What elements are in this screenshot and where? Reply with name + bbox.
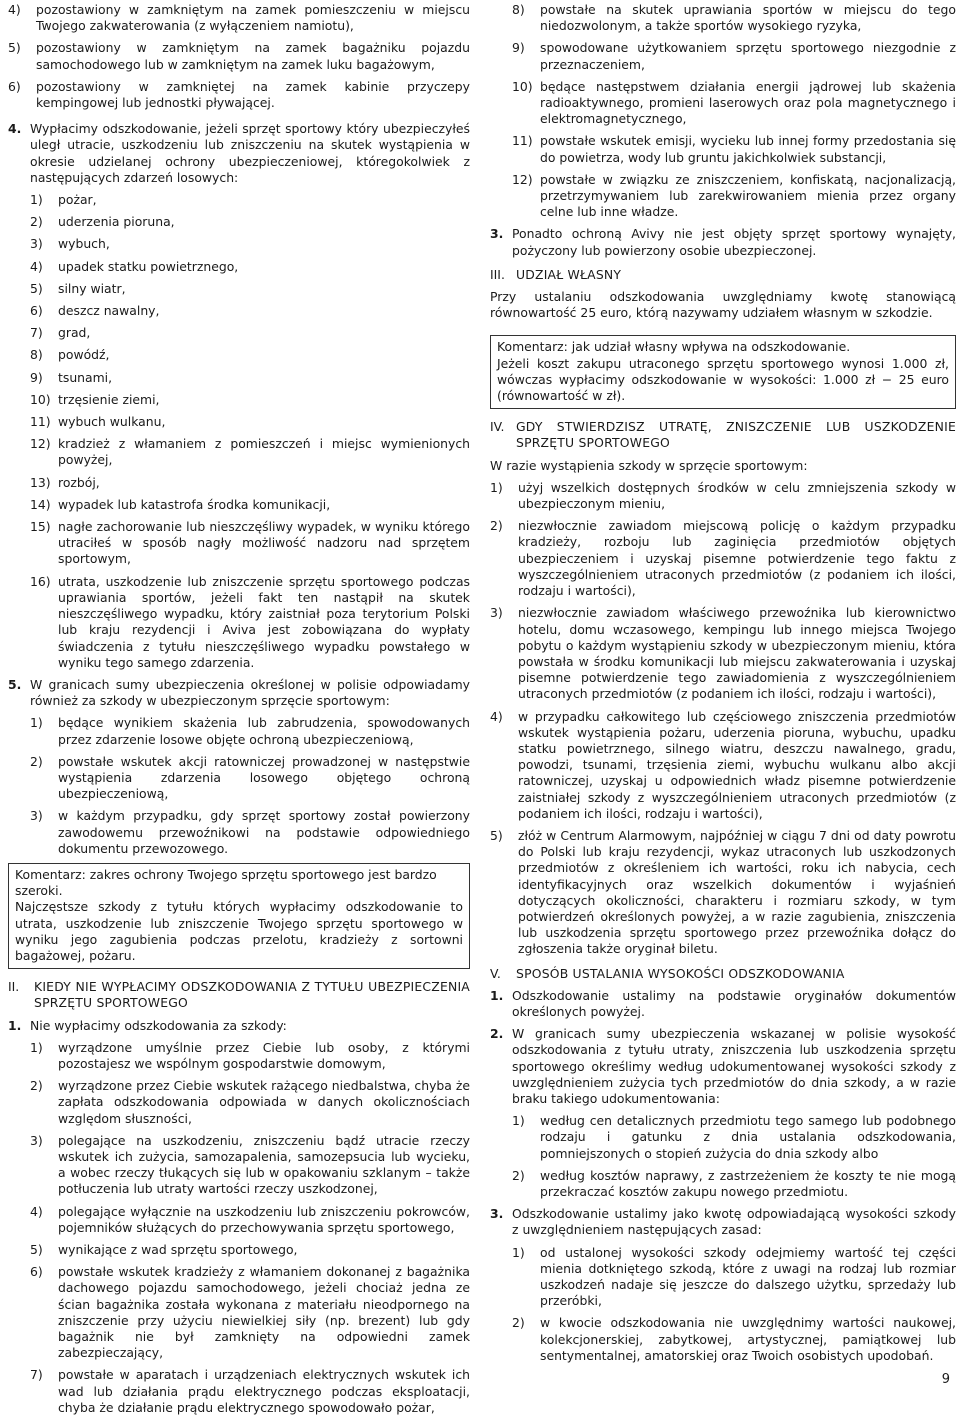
list-item-text: spowodowane użytkowaniem sprzętu sportowego niezgodnie z przeznaczeniem, [540,40,956,72]
list-item [30,475,470,491]
list-item [30,1133,470,1198]
list-item [30,715,470,747]
clause-5 [8,677,470,709]
list-item [30,1242,470,1258]
section-number: II. [8,979,20,995]
list-item-number: 5) [30,1242,43,1257]
list-item-text: rozbój, [58,474,100,490]
list-item-text: powstałe wskutek emisji, wycieku lub innej formy przedostania się do powietrza, wody lub gruntu jakichkolwiek substancji, [540,133,956,165]
comment-title: Komentarz: zakres ochrony Twojego sprzętu sportowego jest bardzo szeroki. [15,866,437,899]
list-item [30,1078,470,1127]
list-item-number: 12) [512,171,533,187]
list-item-text: pozostawiony w zamkniętym na zamek pomieszczeniu w miejscu Twojego zakwaterowania (z wyłączeniem namiotu), [36,2,470,34]
list-item-text: wynikające z wad sprzętu sportowego, [58,1242,298,1257]
list-item [30,259,470,275]
clause-v-3 [490,1206,956,1238]
list-item-number: 2) [512,1167,525,1183]
list-item-number: 2) [30,1078,43,1094]
list-item [512,1315,956,1364]
page-number: 9 [941,1371,950,1387]
list-item [490,518,956,599]
section-title: GDY STWIERDZISZ UTRATĘ, ZNISZCZENIE LUB USZKODZENIE SPRZĘTU SPORTOWEGO [516,419,956,451]
list-item [30,236,470,252]
list-item [30,1367,470,1416]
list-item-text: będące następstwem działania energii jądrowej lub skażenia radioaktywnego, promieni laserowych oraz pola magnetycznego i elektromagnetycznego, [540,78,956,127]
list-item-text: wybuch, [58,236,110,252]
section-title: UDZIAŁ WŁASNY [516,266,622,282]
list-item [30,392,470,408]
list-item-text: wybuch wulkanu, [58,414,166,430]
list-item-number: 8) [30,347,43,363]
list-item-text: złóż w Centrum Alarmowym, najpóźniej w ciągu 7 dni od daty powrotu do Polski lub kraju rezydencji, wykaz utraconych lub uszkodzonych przedmiotów z określeniem ich wartości, roku ich nabycia, cech identyfikacyjnych oraz wszelkich dokumentów i wyjaśnień dotyczących okoliczności, charakteru i rozmiaru szkody, w tym potwierdzeń określonych powyżej, a w razie zagubienia, zniszczenia lub uszkodzenia sprzętu sportowego przez przewoźnika dołącz do zgłoszenia także oryginał biletu. [518,827,956,957]
list-item [512,2,956,34]
right-column [490,2,956,1370]
list-item [512,79,956,128]
list-item-text: od ustalonej wysokości szkody odejmiemy wartość tej części mienia dotkniętego szkodą, które z uwagi na rodzaj lub rozmiar uszkodzeń nadaje się jeszcze do dalszego użytku, sprzedaży lub przeróbki, [540,1244,956,1309]
clause-text: W granicach sumy ubezpieczenia wskazanej w polisie wysokość odszkodowania z tytułu utraty, zniszczenia lub uszkodzenia sprzętu sportowego określimy według udokumentowanej wysokości szkody z uwzględnieniem zużycia tych przedmiotów do dnia szkody, a w razie braku takiego udokumentowania: [512,1026,956,1106]
list-item-text: w kwocie odszkodowania nie uwzględnimy wartości naukowej, kolekcjonerskiej, zabytkowej, artystycznej, pamiątkowej lub sentymentalnej, amatorskiej oraz Twoich osobistych upodobań. [540,1315,956,1363]
list-item-number: 1) [30,1039,43,1055]
list-item-text: użyj wszelkich dostępnych środków w celu zmniejszenia szkody w ubezpieczonym mieniu, [518,479,956,512]
list-item-text: pożar, [58,192,97,208]
list-item-text: polegające wyłącznie na uszkodzeniu lub zniszczeniu pokrowców, pojemników służących do przechowywania sprzętu sportowego, [58,1203,470,1235]
list-item-number: 4) [8,2,21,17]
list-item-number: 9) [512,40,525,56]
list-item-number: 14) [30,496,51,512]
clause-text: Odszkodowanie ustalimy jako kwotę odpowiadającą wysokości szkody z uwzględnieniem następujących zasad: [512,1206,956,1238]
list-item-number: 3) [30,1132,43,1148]
list-item-text: deszcz nawalny, [58,303,160,319]
comment-body: Najczęstsze szkody z tytułu których wypłacimy odszkodowanie to utrata, uszkodzenie lub zniszczenie Twojego sprzętu sportowego w wyniku jego zagubienia podczas przelotu, kradzieży z sortowni bagażowej, pożaru. [15,899,463,963]
list-item [490,480,956,512]
clause-text: Odszkodowanie ustalimy na podstawie oryginałów dokumentów określonych powyżej. [512,987,956,1019]
list-item-number: 5) [8,40,21,56]
list-item-number: 6) [30,1264,43,1280]
clause-v-2 [490,1026,956,1107]
list-item [8,2,470,34]
list-item-number: 3) [30,808,43,824]
clause-number: 5. [8,676,22,692]
list-item-text: niezwłocznie zawiadom miejscową policję o każdym przypadku kradzieży, rozboju lub zaginięcia przedmiotów objętych ubezpieczeniem i uzyskaj pisemne potwierdzenie tego faktu z wyszczególnieniem utraconych przedmiotów (z podaniem ich ilości, rodzaju i wartości), [518,518,956,599]
list-item-number: 15) [30,519,51,535]
section-heading-iv [490,419,956,451]
clause-text: Wypłacimy odszkodowanie, jeżeli sprzęt sportowy który ubezpieczyłeś uległ utracie, uszkodzeniu lub zniszczeniu na skutek wystąpienia w okresie udzielanej ochrony ubezpieczeniowej, któregokolwiek z następujących zdarzeń losowych: [30,121,470,185]
list-item-text: w każdym przypadku, gdy sprzęt sportowy został powierzony zawodowemu przewoźnikowi na podstawie odpowiedniego dokumentu przewozowego. [58,808,470,856]
section-number: V. [490,965,501,981]
list-item-text: wyrządzone przez Ciebie wskutek rażącego niedbalstwa, chyba że zapłata odszkodowania odpowiada w danych okolicznościach względom słuszności, [58,1078,470,1126]
list-item-number: 1) [512,1244,525,1260]
list-item [490,828,956,958]
list-item [30,497,470,513]
list-item-text: trzęsienie ziemi, [58,391,160,407]
list-item-number: 1) [30,715,43,731]
list-item-number: 11) [30,414,51,430]
list-item [30,574,470,671]
list-item [512,1113,956,1162]
list-item-number: 6) [8,78,21,94]
list-item-text: tsunami, [58,369,113,385]
list-item [512,133,956,165]
list-item-text: według kosztów naprawy, z zastrzeżeniem że koszty te nie mogą przekraczać kosztów zakupu nowego przedmiotu. [540,1167,956,1199]
comment-box-scope [8,863,470,969]
list-item-number: 16) [30,573,51,589]
list-item [8,40,470,72]
list-item-text: w przypadku całkowitego lub częściowego zniszczenia przedmiotów wskutek wystąpienia pożaru, uderzenia pioruna, wybuchu, upadku statku powietrznego, silnego wiatru, deszczu nawalnego, gradu, powodzi, tsunami, trzęsienia ziemi, wybuchu wulkanu albo akcji ratowniczej, uzyskaj u odpowiednich władz pisemne potwierdzenie zaistniałej szkody z wyszczególnieniem utraconych przedmiotów (z podaniem ich ilości, rodzaju i wartości), [518,708,956,821]
clause-v-1 [490,988,956,1020]
left-column [8,2,470,1422]
list-item [30,754,470,803]
list-item [490,709,956,822]
list-item-text: powódź, [58,347,110,363]
list-item-text: wypadek lub katastrofa środka komunikacji, [58,496,331,512]
clause-number: 1. [490,987,504,1003]
list-item-text: pozostawiony w zamkniętej na zamek kabinie przyczepy kempingowej lub jednostki pływającej. [36,78,470,111]
list-item-text: kradzież z włamaniem z pomieszczeń i miejsc wymienionych powyżej, [58,436,470,468]
list-item [512,172,956,221]
section-title: KIEDY NIE WYPŁACIMY ODSZKODOWANIA Z TYTUŁU UBEZPIECZENIA SPRZĘTU SPORTOWEGO [34,979,470,1011]
list-item [30,808,470,857]
comment-title: Komentarz: jak udział własny wpływa na odszkodowanie. [497,339,851,355]
list-item-number: 1) [512,1113,525,1129]
section-number: IV. [490,419,505,435]
list-item [8,79,470,111]
list-item-text: powstałe wskutek kradzieży z włamaniem dokonanej z bagażnika dachowego pojazdu samochodowego, jeżeli chociaż jedna ze ścian bagażnika została wykonana z materiału nieodpornego na zniszczenie przy użyciu niewielkiej siły (np. brezent) lub gdy bagażnik nie był zamknięty na odpowiedni zamek zabezpieczający, [58,1264,470,1361]
list-item-number: 4) [490,708,503,724]
list-item-number: 7) [30,1367,43,1383]
list-item [30,1264,470,1361]
list-item-number: 13) [30,474,51,490]
list-item-number: 2) [490,518,503,534]
clause-text: W granicach sumy ubezpieczenia określonej w polisie odpowiadamy również za szkody w ubezpieczonym sprzęcie sportowym: [30,676,470,709]
clause-text: Nie wypłacimy odszkodowania za szkody: [30,1017,287,1033]
list-item-text: polegające na uszkodzeniu, zniszczeniu bądź utracie rzeczy wskutek ich zużycia, samozapalenia, samozepsucia lub wycieku, a wobec rzeczy tłukących się lub w opakowaniu szklanym – także potłuczenia lub utraty wartości rzeczy uszkodzonej, [58,1132,470,1197]
list-item-number: 12) [30,436,51,452]
list-item [512,1245,956,1310]
list-item-text: wyrządzone umyślnie przez Ciebie lub osoby, z którymi pozostajesz we wspólnym gospodarstwie domowym, [58,1039,470,1071]
list-item-text: według cen detalicznych przedmiotu tego samego lub podobnego rodzaju i gatunku z dnia ustalania odszkodowania, pomniejszonych o stopień zużycia do dnia szkody albo [540,1113,956,1161]
list-item-number: 3) [490,605,503,621]
section-heading-v [490,966,956,982]
list-item-number: 1) [30,192,43,208]
list-item [30,347,470,363]
clause-text: Ponadto ochroną Avivy nie jest objęty sprzęt sportowy wynajęty, pożyczony lub powierzony osobie ubezpieczonej. [512,226,956,258]
comment-body: Jeżeli koszt zakupu utraconego sprzętu sportowego wynosi 1.000 zł, wówczas wypłacimy odszkodowanie w wysokości: 1.000 zł − 25 euro (równowartość w zł). [497,355,949,404]
clause-number: 3. [490,226,504,242]
clause-ii-3 [490,226,956,258]
clause-number: 1. [8,1017,22,1033]
list-item-text: powstałe w aparatach i urządzeniach elektrycznych wskutek ich wad lub działania prądu elektrycznego podczas eksploatacji, chyba że działanie prądu elektrycznego spowodowało pożar, [58,1367,470,1415]
list-item-number: 5) [30,280,43,296]
list-item-number: 10) [30,391,51,407]
list-item-text: nagłe zachorowanie lub nieszczęśliwy wypadek, w wyniku którego utraciłeś w sposób nagły możliwość nadzoru nad sprzętem sportowym, [58,519,470,567]
list-item-number: 7) [30,325,43,341]
list-item [512,40,956,72]
list-item [30,281,470,297]
list-item-number: 6) [30,303,43,319]
list-item [490,605,956,702]
list-item-text: pozostawiony w zamkniętym na zamek bagażniku pojazdu samochodowego lub w zamkniętym na zamek luku bagażowym, [36,40,470,72]
clause-ii-1 [8,1018,470,1034]
list-item [512,1168,956,1200]
section-heading-iii [490,267,956,283]
list-item-number: 4) [30,258,43,274]
list-item-number: 5) [490,827,503,843]
clause-4 [8,121,470,186]
section-title: SPOSÓB USTALANIA WYSOKOŚCI ODSZKODOWANIA [516,965,845,981]
list-item-text: uderzenia pioruna, [58,214,175,230]
list-item [30,1204,470,1236]
list-item [30,370,470,386]
list-item-number: 9) [30,369,43,385]
list-item-number: 1) [490,479,503,495]
list-item-number: 3) [30,236,43,252]
list-item-text: będące wynikiem skażenia lub zabrudzenia, spowodowanych przez zdarzenie losowe objęte ochroną ubezpieczeniową, [58,715,470,747]
clause-number: 3. [490,1206,504,1222]
list-item [30,192,470,208]
list-item-text: powstałe wskutek akcji ratowniczej prowadzonej w następstwie wystąpienia zdarzenia losowego objętego ochroną ubezpieczeniową, [58,753,470,802]
clause-number: 4. [8,121,22,137]
list-item [30,325,470,341]
list-item [30,519,470,568]
list-item-text: utrata, uszkodzenie lub zniszczenie sprzętu sportowego podczas uprawiania sportów, jeżeli fakt ten nastąpił na skutek nieszczęśliwego wypadku, który zaistniał poza terytorium Polski lub kraju rezydencji i Aviva jest zobowiązana do wypłaty świadczenia z tytułu nieszczęśliwego wypadku powstałego w wyniku tego samego zdarzenia. [58,573,470,670]
list-item-number: 2) [512,1315,525,1331]
section-iv-intro: W razie wystąpienia szkody w sprzęcie sportowym: [490,457,808,473]
clause-number: 2. [490,1026,504,1042]
list-item-text: niezwłocznie zawiadom właściwego przewoźnika lub kierownictwo hotelu, domu wczasowego, kempingu lub innego miejsca Twojego pobytu o każdym wystąpieniu szkody w ubezpieczonym mieniu, która powstała w środku komunikacji lub miejscu zakwaterowania i uzyskaj pisemne potwierdzenie tego zawiadomienia z wyszczególnieniem utraconych przedmiotów (z podaniem ich ilości, rodzaju i wartości), [518,605,956,702]
list-item-text: powstałe w związku ze zniszczeniem, konfiskatą, nacjonalizacją, przetrzymywaniem lub zarekwirowaniem mienia przez organy celne lub inne władze. [540,171,956,220]
section-heading-ii [8,979,470,1011]
list-item-text: upadek statku powietrznego, [58,258,239,274]
list-item-number: 2) [30,214,43,230]
list-item [30,436,470,468]
list-item-number: 8) [512,2,525,17]
list-item [30,414,470,430]
list-item-text: grad, [58,325,91,341]
section-iii-text: Przy ustalaniu odszkodowania uwzględniamy kwotę stanowiącą równowartość 25 euro, którą nazywamy udziałem własnym w szkodzie. [490,289,956,321]
section-number: III. [490,266,505,282]
list-item-number: 10) [512,78,533,94]
list-item-text: powstałe na skutek uprawiania sportów w miejscu do tego niedozwolonym, a także sportów wysokiego ryzyka, [540,2,956,34]
list-item [30,1040,470,1072]
list-item-number: 2) [30,753,43,769]
list-item-number: 4) [30,1203,43,1219]
list-item-text: silny wiatr, [58,280,126,296]
list-item [30,303,470,319]
comment-box-deductible [490,335,956,409]
list-item-number: 11) [512,133,533,149]
list-item [30,214,470,230]
